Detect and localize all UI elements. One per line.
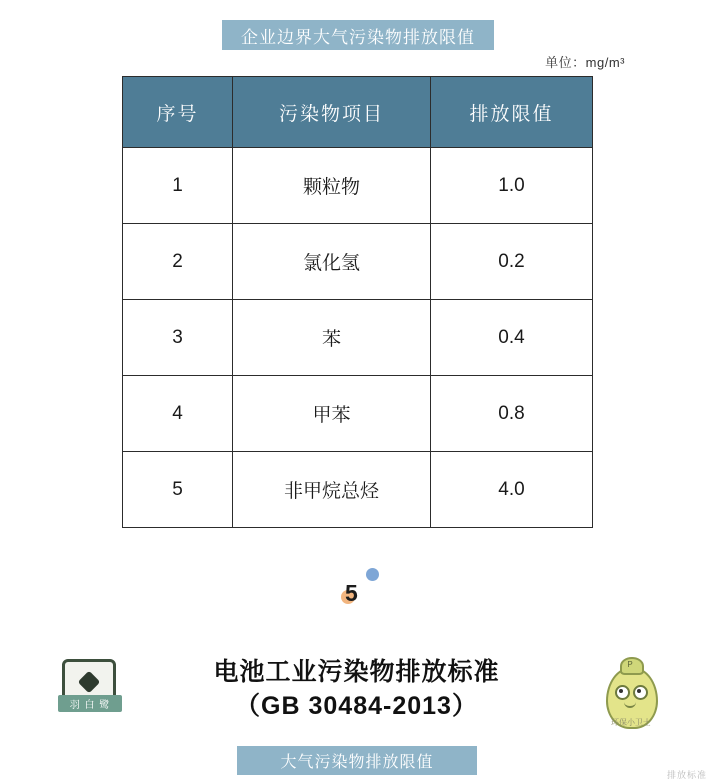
cell-no: 4	[123, 376, 233, 452]
brand-logo	[58, 655, 126, 717]
mascot-label: 环保小卫士	[611, 718, 651, 727]
table-row	[123, 376, 593, 452]
bottom-banner	[237, 746, 477, 775]
cell-item: 氯化氢	[233, 224, 431, 300]
table-header-row	[123, 77, 593, 148]
unit-note: 单位：mg/m³	[545, 55, 625, 70]
table-row	[123, 300, 593, 376]
page-title-line2: （GB 30484-2013）	[235, 692, 478, 720]
table-row	[123, 148, 593, 224]
mascot-eye-left	[615, 685, 630, 700]
cell-no: 5	[123, 452, 233, 528]
page-title-line1: 电池工业污染物排放标准	[213, 658, 500, 686]
header-no: 序号	[123, 77, 233, 148]
table-row	[123, 224, 593, 300]
header-value: 排放限值	[431, 77, 593, 148]
top-banner	[222, 20, 494, 50]
logo-text: 羽 白 鹭	[69, 700, 111, 711]
top-banner-label: 企业边界大气污染物排放限值	[241, 27, 475, 47]
cell-item: 颗粒物	[233, 148, 431, 224]
cell-value: 0.8	[431, 376, 593, 452]
blue-dot-icon	[366, 568, 379, 581]
mascot-eye-right	[633, 685, 648, 700]
header-item: 污染物项目	[233, 77, 431, 148]
cell-value: 0.4	[431, 300, 593, 376]
page-number-decoration	[336, 564, 386, 612]
cell-no: 2	[123, 224, 233, 300]
cell-item: 非甲烷总烃	[233, 452, 431, 528]
cell-no: 1	[123, 148, 233, 224]
logo-diamond-icon	[78, 671, 101, 694]
mascot-pupil-left	[619, 689, 623, 693]
cell-value: 1.0	[431, 148, 593, 224]
limits-table-wrapper	[122, 76, 592, 528]
table-body	[123, 148, 593, 528]
limits-table	[122, 76, 593, 528]
cell-value: 0.2	[431, 224, 593, 300]
cell-item: 甲苯	[233, 376, 431, 452]
cell-no: 3	[123, 300, 233, 376]
mascot-icon	[600, 655, 662, 731]
cell-item: 苯	[233, 300, 431, 376]
bottom-banner-label: 大气污染物排放限值	[280, 754, 434, 771]
cell-value: 4.0	[431, 452, 593, 528]
mascot-cap-letter: P	[627, 659, 633, 669]
corner-watermark: 排放标准	[666, 770, 707, 780]
table-row	[123, 452, 593, 528]
mascot-pupil-right	[637, 689, 641, 693]
page-number: 5	[345, 580, 358, 606]
